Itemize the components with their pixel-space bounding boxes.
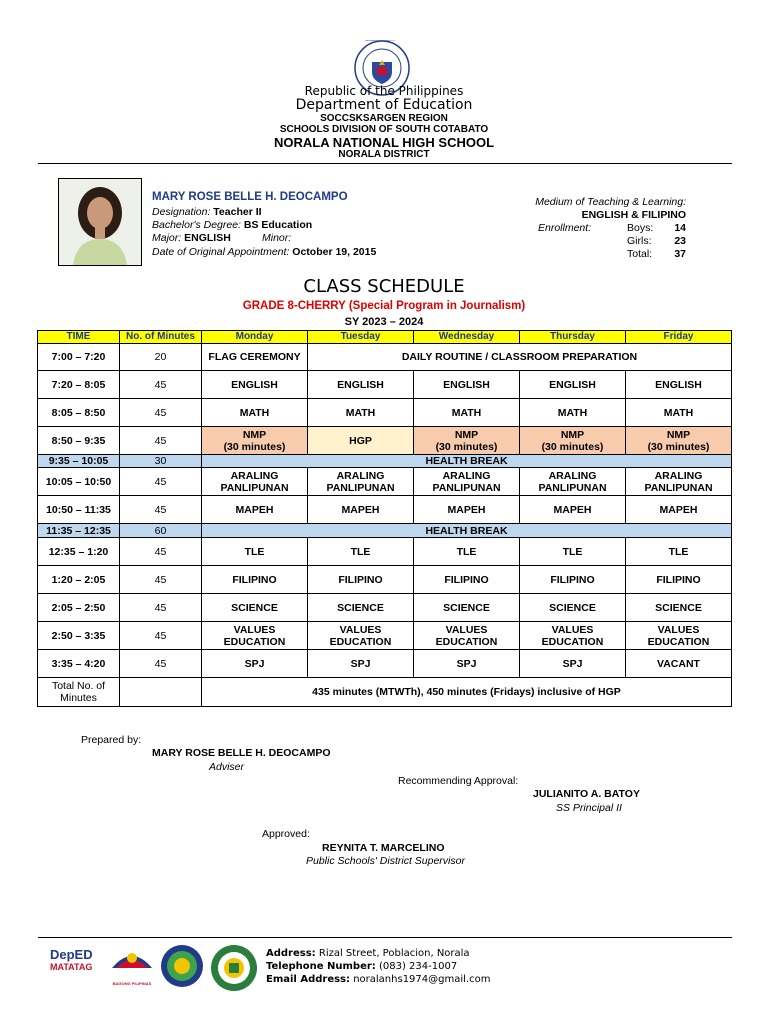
nmp-cell: [414, 427, 520, 455]
nmp-duration: (30 minutes): [435, 440, 498, 453]
minutes-cell: 45: [120, 371, 202, 399]
col-header-wednesday: Wednesday: [414, 331, 520, 344]
time-cell: 11:35 – 12:35: [38, 524, 120, 538]
col-header-thursday: Thursday: [520, 331, 626, 344]
prepared-name: MARY ROSE BELLE H. DEOCAMPO: [152, 747, 331, 759]
school-name: NORALA NATIONAL HIGH SCHOOL: [273, 135, 495, 150]
recommending-label: Recommending Approval:: [398, 775, 519, 787]
subject-line-1: VALUES: [657, 623, 700, 636]
telephone-value: (083) 234-1007: [378, 961, 458, 972]
footer-email: [266, 974, 490, 985]
time-cell: 2:05 – 2:50: [38, 594, 120, 622]
time-cell: 3:35 – 4:20: [38, 650, 120, 678]
subject-line-1: ARALING: [548, 469, 597, 482]
major-row: [152, 232, 231, 244]
subject-cell: SPJ: [202, 650, 308, 678]
degree-row: [152, 219, 312, 231]
subject-cell: MAPEH: [520, 496, 626, 524]
nmp-cell: [202, 427, 308, 455]
bagong-pilipinas-logo: [106, 944, 158, 984]
subject-cell: TLE: [308, 538, 414, 566]
subject-cell: MAPEH: [414, 496, 520, 524]
table-row: [38, 496, 732, 524]
division-line: SCHOOLS DIVISION OF SOUTH COTABATO: [279, 124, 489, 135]
designation-value: Teacher II: [213, 206, 262, 218]
nmp-label: NMP: [454, 428, 479, 441]
subject-cell: [308, 468, 414, 496]
school-year: SY 2023 – 2024: [344, 316, 424, 328]
subject-cell: ENGLISH: [308, 371, 414, 399]
subject-cell: MATH: [626, 399, 732, 427]
girls-label: Girls:: [627, 235, 652, 247]
subject-cell: SPJ: [520, 650, 626, 678]
subject-cell: SPJ: [414, 650, 520, 678]
subject-cell: FILIPINO: [202, 566, 308, 594]
total-count: 37: [674, 248, 686, 260]
total-minutes-empty: [120, 678, 202, 707]
approved-title: Public Schools' District Supervisor: [306, 855, 465, 867]
subject-cell: TLE: [414, 538, 520, 566]
col-header-friday: Friday: [626, 331, 732, 344]
designation-label: Designation:: [152, 206, 211, 218]
department-line: Department of Education: [295, 97, 473, 113]
subject-cell: [202, 622, 308, 650]
header-divider: [38, 163, 732, 164]
subject-cell: [520, 468, 626, 496]
minutes-cell: 20: [120, 344, 202, 371]
nmp-label: NMP: [560, 428, 585, 441]
minutes-cell: 45: [120, 427, 202, 455]
seal-text: KAGAWARAN NG EDUKASYON: [365, 40, 395, 42]
table-row: [38, 594, 732, 622]
subject-cell: MATH: [202, 399, 308, 427]
division-seal-icon: [160, 944, 204, 988]
subject-line-1: ARALING: [442, 469, 491, 482]
subject-line-1: VALUES: [445, 623, 488, 636]
nmp-label: NMP: [242, 428, 267, 441]
bagong-pilipinas-text: BAGONG PILIPINAS: [112, 981, 152, 986]
subject-cell: SPJ: [308, 650, 414, 678]
subject-line-2: EDUCATION: [329, 635, 392, 648]
col-header-minutes: No. of Minutes: [120, 331, 202, 344]
subject-cell: FLAG CEREMONY: [202, 344, 308, 371]
minutes-cell: 45: [120, 468, 202, 496]
teacher-name: MARY ROSE BELLE H. DEOCAMPO: [152, 191, 348, 203]
time-cell: 10:50 – 11:35: [38, 496, 120, 524]
table-row: [38, 622, 732, 650]
deped-logo-text: DepED: [50, 947, 93, 962]
table-row: [38, 538, 732, 566]
time-cell: 7:00 – 7:20: [38, 344, 120, 371]
subject-cell: SCIENCE: [414, 594, 520, 622]
subject-line-2: EDUCATION: [541, 635, 604, 648]
minutes-cell: 45: [120, 594, 202, 622]
minor-label: Minor:: [262, 232, 292, 244]
hgp-cell: HGP: [308, 427, 414, 455]
appointment-label: Date of Original Appointment:: [152, 246, 290, 258]
subject-cell: FILIPINO: [414, 566, 520, 594]
subject-cell: SCIENCE: [520, 594, 626, 622]
time-cell: 7:20 – 8:05: [38, 371, 120, 399]
recommending-name: JULIANITO A. BATOY: [533, 788, 640, 800]
total-label: Total:: [627, 248, 653, 260]
table-row: [38, 399, 732, 427]
minutes-cell: 60: [120, 524, 202, 538]
minutes-cell: 45: [120, 538, 202, 566]
subject-cell: [414, 622, 520, 650]
deped-matatag-logo: [50, 948, 100, 984]
subject-cell: ENGLISH: [202, 371, 308, 399]
table-row: [38, 455, 732, 468]
subject-cell: DAILY ROUTINE / CLASSROOM PREPARATION: [308, 344, 732, 371]
subject-line-2: PANLIPUNAN: [326, 481, 395, 494]
subject-cell: MAPEH: [626, 496, 732, 524]
col-header-time: TIME: [38, 331, 120, 344]
subject-cell: MATH: [414, 399, 520, 427]
total-label-line-2: Minutes: [60, 692, 97, 704]
col-header-monday: Monday: [202, 331, 308, 344]
appointment-row: [152, 246, 376, 258]
subject-line-2: EDUCATION: [223, 635, 286, 648]
approved-name: REYNITA T. MARCELINO: [322, 842, 445, 854]
subject-cell: [414, 468, 520, 496]
designation-row: [152, 206, 262, 218]
address-label: Address:: [266, 948, 316, 959]
time-cell: 10:05 – 10:50: [38, 468, 120, 496]
girls-count: 23: [674, 235, 686, 247]
major-value: ENGLISH: [184, 232, 231, 244]
subject-cell: [308, 622, 414, 650]
appointment-value: October 19, 2015: [292, 246, 377, 258]
table-row: [38, 524, 732, 538]
email-label: Email Address:: [266, 974, 351, 985]
teacher-photo: [58, 178, 142, 266]
subject-line-2: PANLIPUNAN: [644, 481, 713, 494]
subject-line-2: PANLIPUNAN: [220, 481, 289, 494]
time-cell: 8:05 – 8:50: [38, 399, 120, 427]
subject-line-1: ARALING: [654, 469, 703, 482]
table-row: [38, 344, 732, 371]
minutes-cell: 45: [120, 622, 202, 650]
subject-cell: TLE: [202, 538, 308, 566]
nmp-duration: (30 minutes): [223, 440, 286, 453]
table-row: [38, 650, 732, 678]
subject-cell: MATH: [520, 399, 626, 427]
republic-line: Republic of the Philippines: [304, 84, 464, 98]
subject-cell: SCIENCE: [626, 594, 732, 622]
subject-cell: [626, 468, 732, 496]
degree-label: Bachelor's Degree:: [152, 219, 241, 231]
total-label-line-1: Total No. of: [51, 680, 106, 692]
subject-cell: FILIPINO: [520, 566, 626, 594]
subject-cell: [626, 622, 732, 650]
subject-line-1: ARALING: [336, 469, 385, 482]
prepared-label: Prepared by:: [81, 734, 142, 746]
table-row: [38, 566, 732, 594]
enrollment-label: Enrollment:: [538, 222, 592, 234]
subject-line-2: PANLIPUNAN: [432, 481, 501, 494]
nmp-cell: [626, 427, 732, 455]
boys-count: 14: [674, 222, 686, 234]
time-cell: 12:35 – 1:20: [38, 538, 120, 566]
subject-line-1: ARALING: [230, 469, 279, 482]
email-value: noralanhs1974@gmail.com: [353, 974, 491, 985]
minutes-cell: 45: [120, 650, 202, 678]
health-break-cell: HEALTH BREAK: [202, 455, 732, 468]
subject-line-1: VALUES: [233, 623, 276, 636]
subject-cell: FILIPINO: [308, 566, 414, 594]
time-cell: 2:50 – 3:35: [38, 622, 120, 650]
time-cell: 9:35 – 10:05: [38, 455, 120, 468]
subject-line-2: EDUCATION: [435, 635, 498, 648]
subject-line-2: PANLIPUNAN: [538, 481, 607, 494]
subject-cell: MAPEH: [202, 496, 308, 524]
subject-cell: [520, 622, 626, 650]
major-label: Major:: [152, 232, 182, 244]
subject-line-1: VALUES: [339, 623, 382, 636]
subject-cell: ENGLISH: [626, 371, 732, 399]
district-line: NORALA DISTRICT: [338, 149, 430, 160]
minutes-cell: 45: [120, 566, 202, 594]
subject-cell: VACANT: [626, 650, 732, 678]
subject-cell: ENGLISH: [414, 371, 520, 399]
footer-telephone: [266, 961, 457, 972]
subject-cell: MAPEH: [308, 496, 414, 524]
minutes-cell: 45: [120, 399, 202, 427]
nmp-duration: (30 minutes): [647, 440, 710, 453]
nmp-cell: [520, 427, 626, 455]
medium-label: Medium of Teaching & Learning:: [535, 196, 686, 208]
subject-line-2: EDUCATION: [647, 635, 710, 648]
subject-cell: SCIENCE: [202, 594, 308, 622]
total-minutes-value: 435 minutes (MTWTh), 450 minutes (Fridays) inclusive of HGP: [202, 678, 732, 707]
region-line: SOCCSKSARGEN REGION: [320, 113, 448, 124]
school-seal-icon: [210, 944, 258, 992]
nmp-label: NMP: [666, 428, 691, 441]
recommending-title: SS Principal II: [556, 802, 622, 814]
health-break-cell: HEALTH BREAK: [202, 524, 732, 538]
subject-cell: FILIPINO: [626, 566, 732, 594]
footer-divider: [38, 937, 732, 938]
minutes-cell: 30: [120, 455, 202, 468]
degree-value: BS Education: [243, 219, 313, 231]
nmp-duration: (30 minutes): [541, 440, 604, 453]
subject-line-1: VALUES: [551, 623, 594, 636]
subject-cell: MATH: [308, 399, 414, 427]
address-value: Rizal Street, Poblacion, Norala: [318, 948, 470, 959]
table-row: [38, 371, 732, 399]
total-minutes-label: [38, 678, 120, 707]
subject-cell: TLE: [520, 538, 626, 566]
prepared-title: Adviser: [209, 761, 245, 773]
table-header-row: [38, 331, 732, 344]
footer-address: [266, 948, 470, 959]
time-cell: 1:20 – 2:05: [38, 566, 120, 594]
subject-cell: ENGLISH: [520, 371, 626, 399]
time-cell: 8:50 – 9:35: [38, 427, 120, 455]
medium-value: ENGLISH & FILIPINO: [581, 209, 686, 221]
table-row: [38, 427, 732, 455]
grade-section: GRADE 8-CHERRY (Special Program in Journalism): [242, 300, 526, 312]
subject-cell: TLE: [626, 538, 732, 566]
table-row-total: [38, 678, 732, 707]
col-header-tuesday: Tuesday: [308, 331, 414, 344]
telephone-label: Telephone Number:: [266, 961, 376, 972]
matatag-logo-text: MATATAG: [50, 962, 93, 972]
page-title: CLASS SCHEDULE: [303, 276, 465, 297]
minutes-cell: 45: [120, 496, 202, 524]
table-row: [38, 468, 732, 496]
boys-label: Boys:: [627, 222, 654, 234]
schedule-table: [37, 330, 732, 707]
approved-label: Approved:: [262, 828, 310, 840]
subject-cell: [202, 468, 308, 496]
subject-cell: SCIENCE: [308, 594, 414, 622]
